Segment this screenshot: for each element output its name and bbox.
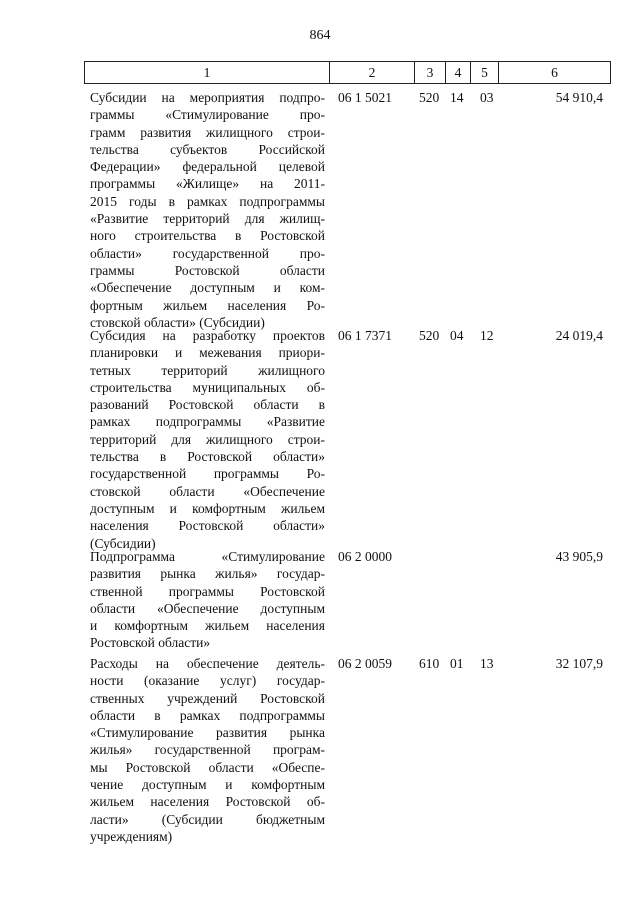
amount: 43 905,9 xyxy=(555,549,603,564)
target-article-code: 06 2 0059 xyxy=(338,656,392,671)
description-line: Расходы на обеспечение деятель- xyxy=(90,656,325,671)
expense-type-code: 520 xyxy=(419,328,440,343)
description-line: чение доступным и комфортным xyxy=(90,777,325,793)
description-line: ственной программы Ростовской xyxy=(90,583,325,599)
description-line: Ростовской области» xyxy=(90,635,211,651)
description-line: разований Ростовской области в xyxy=(90,397,325,413)
column-header-2: 2 xyxy=(330,62,415,83)
target-article-code: 06 2 0000 xyxy=(338,549,392,564)
description-line: ного строительства в Ростовской xyxy=(90,228,325,244)
row-description xyxy=(90,89,325,331)
amount: 54 910,4 xyxy=(555,90,603,105)
row-description xyxy=(90,655,325,845)
description-line: тельства в Ростовской области» xyxy=(90,449,325,465)
description-line: области «Обеспечение доступным xyxy=(90,600,325,616)
description-line: 2015 годы в рамках подпрограммы xyxy=(90,193,325,209)
description-line: «Обеспечение доступным и ком- xyxy=(90,280,325,296)
column-header-5: 5 xyxy=(471,62,499,83)
amount: 24 019,4 xyxy=(555,328,603,343)
description-line: Подпрограмма «Стимулирование xyxy=(90,549,325,564)
description-line: (Субсидии) xyxy=(90,535,156,551)
description-line: мы Ростовской области «Обеспе- xyxy=(90,759,325,775)
target-article-code: 06 1 5021 xyxy=(338,90,392,105)
description-line: доступным и комфортным жильем xyxy=(90,500,325,516)
description-line: жильем населения Ростовской об- xyxy=(90,794,325,810)
subsection-code: 12 xyxy=(480,328,494,343)
description-line: тетных территорий жилищного xyxy=(90,362,325,378)
table-column-header xyxy=(84,61,611,84)
column-header-1: 1 xyxy=(85,62,330,83)
description-line: тельства субъектов Российской xyxy=(90,141,325,157)
section-code: 01 xyxy=(450,656,464,671)
section-code: 14 xyxy=(450,90,464,105)
description-line: государственной программы Ро- xyxy=(90,466,325,482)
subsection-code: 03 xyxy=(480,90,494,105)
column-header-6: 6 xyxy=(551,65,558,80)
description-line: Федерации» федеральной целевой xyxy=(90,159,325,175)
description-line: планировки и межевания приори- xyxy=(90,345,325,361)
column-header-3: 3 xyxy=(415,62,446,83)
description-line: жилья» государственной програм- xyxy=(90,742,325,758)
target-article-code: 06 1 7371 xyxy=(338,328,392,343)
description-line: граммы «Стимулирование про- xyxy=(90,107,325,123)
expense-type-code: 610 xyxy=(419,656,440,671)
description-line: территорий для жилищного строи- xyxy=(90,431,325,447)
row-description xyxy=(90,548,325,652)
description-line: области» государственной про- xyxy=(90,245,325,261)
description-line: граммы Ростовской области xyxy=(90,262,325,278)
description-line: ности (оказание услуг) государ- xyxy=(90,673,325,689)
description-line: развития рынка жилья» государ- xyxy=(90,566,325,582)
row-description xyxy=(90,327,325,552)
description-line: рамках подпрограммы «Развитие xyxy=(90,414,325,430)
subsection-code: 13 xyxy=(480,656,494,671)
description-line: учреждениям) xyxy=(90,828,173,844)
description-line: «Стимулирование развития рынка xyxy=(90,725,325,741)
description-line: Субсидии на мероприятия подпро- xyxy=(90,90,325,105)
column-header-4: 4 xyxy=(446,62,471,83)
description-line: области в рамках подпрограммы xyxy=(90,707,325,723)
description-line: «Развитие территорий для жилищ- xyxy=(90,211,325,227)
page-number: 864 xyxy=(309,28,331,43)
description-line: Субсидия на разработку проектов xyxy=(90,328,325,343)
description-line: и комфортным жильем населения xyxy=(90,618,325,634)
description-line: стовской области» (Субсидии) xyxy=(90,314,265,330)
description-line: фортным жильем населения Ро- xyxy=(90,297,325,313)
description-line: стовской области «Обеспечение xyxy=(90,483,325,499)
description-line: ственных учреждений Ростовской xyxy=(90,690,325,706)
description-line: грамм развития жилищного строи- xyxy=(90,124,325,140)
description-line: строительства муниципальных об- xyxy=(90,379,325,395)
description-line: населения Ростовской области» xyxy=(90,518,325,534)
expense-type-code: 520 xyxy=(419,90,440,105)
description-line: ласти» (Субсидии бюджетным xyxy=(90,811,325,827)
amount: 32 107,9 xyxy=(555,656,603,671)
section-code: 04 xyxy=(450,328,464,343)
description-line: программы «Жилище» на 2011- xyxy=(90,176,325,192)
